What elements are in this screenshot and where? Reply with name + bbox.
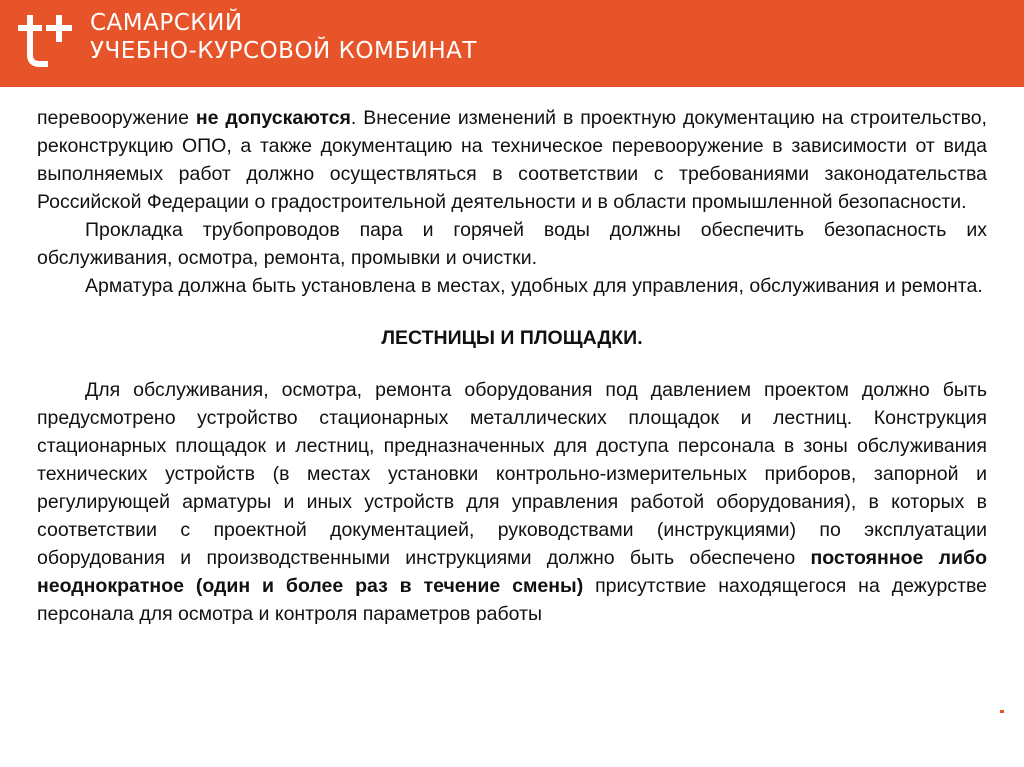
paragraph-rearmament — [37, 104, 987, 216]
decorative-dot — [1000, 710, 1004, 713]
document-body — [37, 104, 987, 628]
p4-text-end: присутствие находящегося на дежурстве персонала для осмотра и контроля параметров работы — [37, 575, 988, 625]
p1-text-end: . Внесение изменений в проектную документацию на строительство, реконструкцию ОПО, а также документацию на техническое перевооружение в зависимости от вида выполняемых работ должно осуществляться в соответствии с требованиями законодательства Российской Федерации о градостроительной деятельности и в области промышленной безопасности. — [37, 107, 987, 213]
header-bar — [0, 0, 1024, 87]
p1-bold-text: не допускаются — [195, 107, 351, 129]
tt-plus-logo-icon — [14, 10, 76, 68]
paragraph-stairs-platforms — [37, 376, 987, 628]
p1-text-start: перевооружение — [37, 107, 196, 129]
p4-text-start: Для обслуживания, осмотра, ремонта оборудования под давлением проектом должно быть предусмотрено устройство стационарных металлических площадок и лестниц. Конструкция стационарных площадок и лестниц, предназначенных для доступа персонала в зоны обслуживания технических устройств (в местах установки контрольно-измерительных приборов, запорной и регулирующей арматуры и иных устройств для управления работой оборудования), в которых в соответствии с проектной документацией, руководствами (инструкциями) по эксплуатации оборудования и производственными инструкциями должно быть обеспечено — [37, 379, 987, 569]
paragraph-valves: Арматура должна быть установлена в местах, удобных для управления, обслуживания и ремонта. — [85, 275, 983, 297]
organization-name — [90, 9, 477, 65]
paragraph-pipelines: Прокладка трубопроводов пара и горячей воды должны обеспечить безопасность их обслуживания, осмотра, ремонта, промывки и очистки. — [37, 219, 987, 269]
section-heading: ЛЕСТНИЦЫ И ПЛОЩАДКИ. — [381, 327, 643, 349]
org-name-line1: САМАРСКИЙ — [90, 10, 243, 36]
org-name-line2: УЧЕБНО-КУРСОВОЙ КОМБИНАТ — [90, 38, 477, 64]
p4-bold-text: постоянное либо неоднократное (один и более раз в течение смены) — [37, 547, 987, 597]
